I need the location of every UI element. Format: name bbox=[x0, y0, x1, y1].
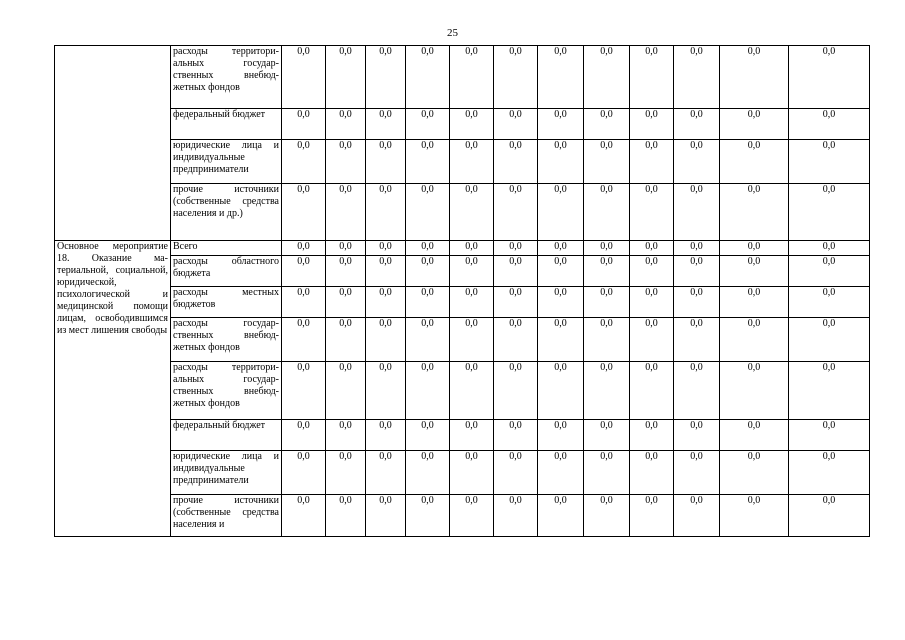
value-cell: 0,0 bbox=[538, 256, 584, 287]
value-cell: 0,0 bbox=[326, 362, 366, 420]
value-cell: 0,0 bbox=[326, 287, 366, 318]
value-cell: 0,0 bbox=[720, 140, 789, 184]
value-cell: 0,0 bbox=[366, 46, 406, 109]
value-cell: 0,0 bbox=[282, 318, 326, 362]
value-cell: 0,0 bbox=[630, 420, 674, 451]
value-cell: 0,0 bbox=[326, 140, 366, 184]
funding-source-cell: расходы государственных внебюджетных фондов bbox=[171, 318, 282, 362]
value-cell: 0,0 bbox=[720, 109, 789, 140]
value-cell: 0,0 bbox=[450, 140, 494, 184]
value-cell: 0,0 bbox=[494, 109, 538, 140]
value-cell: 0,0 bbox=[789, 495, 870, 537]
value-cell: 0,0 bbox=[450, 184, 494, 241]
value-cell: 0,0 bbox=[538, 451, 584, 495]
value-cell: 0,0 bbox=[630, 184, 674, 241]
value-cell: 0,0 bbox=[406, 46, 450, 109]
value-cell: 0,0 bbox=[630, 318, 674, 362]
value-cell: 0,0 bbox=[326, 420, 366, 451]
value-cell: 0,0 bbox=[366, 241, 406, 256]
value-cell: 0,0 bbox=[674, 287, 720, 318]
table-row bbox=[55, 287, 870, 318]
funding-source-cell: прочие источники (собственные средства населения и др.) bbox=[171, 184, 282, 241]
value-cell: 0,0 bbox=[720, 451, 789, 495]
value-cell: 0,0 bbox=[406, 420, 450, 451]
table-row bbox=[55, 451, 870, 495]
value-cell: 0,0 bbox=[326, 256, 366, 287]
value-cell: 0,0 bbox=[584, 184, 630, 241]
value-cell: 0,0 bbox=[789, 109, 870, 140]
value-cell: 0,0 bbox=[406, 140, 450, 184]
value-cell: 0,0 bbox=[450, 287, 494, 318]
value-cell: 0,0 bbox=[674, 109, 720, 140]
value-cell: 0,0 bbox=[584, 287, 630, 318]
value-cell: 0,0 bbox=[584, 362, 630, 420]
value-cell: 0,0 bbox=[538, 109, 584, 140]
value-cell: 0,0 bbox=[450, 420, 494, 451]
value-cell: 0,0 bbox=[282, 46, 326, 109]
value-cell: 0,0 bbox=[789, 184, 870, 241]
value-cell: 0,0 bbox=[282, 184, 326, 241]
value-cell: 0,0 bbox=[450, 256, 494, 287]
value-cell: 0,0 bbox=[282, 241, 326, 256]
value-cell: 0,0 bbox=[538, 420, 584, 451]
value-cell: 0,0 bbox=[494, 241, 538, 256]
value-cell: 0,0 bbox=[584, 256, 630, 287]
value-cell: 0,0 bbox=[494, 46, 538, 109]
value-cell: 0,0 bbox=[450, 46, 494, 109]
value-cell: 0,0 bbox=[406, 318, 450, 362]
event-name-cell: Основное мероприятие 18. Оказание материальной, социальной, юридической, психологической и медицинской помощи лицам, освободившимся из мест лишения свободы bbox=[55, 241, 171, 537]
value-cell: 0,0 bbox=[789, 256, 870, 287]
value-cell: 0,0 bbox=[538, 241, 584, 256]
value-cell: 0,0 bbox=[450, 495, 494, 537]
value-cell: 0,0 bbox=[674, 46, 720, 109]
value-cell: 0,0 bbox=[494, 451, 538, 495]
value-cell: 0,0 bbox=[366, 495, 406, 537]
value-cell: 0,0 bbox=[630, 495, 674, 537]
value-cell: 0,0 bbox=[538, 495, 584, 537]
value-cell: 0,0 bbox=[674, 495, 720, 537]
value-cell: 0,0 bbox=[720, 256, 789, 287]
page-number: 25 bbox=[447, 27, 458, 39]
value-cell: 0,0 bbox=[450, 109, 494, 140]
funding-source-cell: расходы местных бюджетов bbox=[171, 287, 282, 318]
value-cell: 0,0 bbox=[282, 362, 326, 420]
value-cell: 0,0 bbox=[326, 451, 366, 495]
value-cell: 0,0 bbox=[674, 256, 720, 287]
funding-source-cell: прочие источники (собственные средства населения и bbox=[171, 495, 282, 537]
funding-source-cell: юридические лица и индивидуальные предприниматели bbox=[171, 140, 282, 184]
value-cell: 0,0 bbox=[326, 241, 366, 256]
value-cell: 0,0 bbox=[406, 287, 450, 318]
value-cell: 0,0 bbox=[282, 495, 326, 537]
value-cell: 0,0 bbox=[366, 140, 406, 184]
value-cell: 0,0 bbox=[584, 451, 630, 495]
value-cell: 0,0 bbox=[450, 241, 494, 256]
value-cell: 0,0 bbox=[584, 46, 630, 109]
value-cell: 0,0 bbox=[674, 184, 720, 241]
value-cell: 0,0 bbox=[720, 241, 789, 256]
event-name-cell-continued bbox=[55, 46, 171, 241]
funding-source-cell: расходы территориальных государственных внебюджетных фондов bbox=[171, 46, 282, 109]
value-cell: 0,0 bbox=[789, 362, 870, 420]
table-row bbox=[55, 184, 870, 241]
table-row bbox=[55, 109, 870, 140]
value-cell: 0,0 bbox=[720, 46, 789, 109]
value-cell: 0,0 bbox=[326, 318, 366, 362]
value-cell: 0,0 bbox=[789, 241, 870, 256]
value-cell: 0,0 bbox=[282, 109, 326, 140]
table-row bbox=[55, 140, 870, 184]
value-cell: 0,0 bbox=[494, 256, 538, 287]
table-row bbox=[55, 318, 870, 362]
value-cell: 0,0 bbox=[406, 451, 450, 495]
value-cell: 0,0 bbox=[720, 362, 789, 420]
table-row bbox=[55, 420, 870, 451]
value-cell: 0,0 bbox=[789, 451, 870, 495]
value-cell: 0,0 bbox=[406, 184, 450, 241]
value-cell: 0,0 bbox=[326, 46, 366, 109]
value-cell: 0,0 bbox=[366, 184, 406, 241]
value-cell: 0,0 bbox=[674, 241, 720, 256]
value-cell: 0,0 bbox=[630, 451, 674, 495]
value-cell: 0,0 bbox=[494, 420, 538, 451]
value-cell: 0,0 bbox=[538, 287, 584, 318]
value-cell: 0,0 bbox=[494, 140, 538, 184]
funding-source-cell: расходы территориальных государственных внебюджетных фондов bbox=[171, 362, 282, 420]
value-cell: 0,0 bbox=[406, 241, 450, 256]
value-cell: 0,0 bbox=[494, 184, 538, 241]
value-cell: 0,0 bbox=[494, 287, 538, 318]
value-cell: 0,0 bbox=[366, 318, 406, 362]
value-cell: 0,0 bbox=[584, 318, 630, 362]
value-cell: 0,0 bbox=[366, 109, 406, 140]
value-cell: 0,0 bbox=[630, 362, 674, 420]
value-cell: 0,0 bbox=[406, 495, 450, 537]
value-cell: 0,0 bbox=[366, 420, 406, 451]
funding-source-cell: федеральный бюджет bbox=[171, 109, 282, 140]
value-cell: 0,0 bbox=[630, 46, 674, 109]
value-cell: 0,0 bbox=[584, 495, 630, 537]
value-cell: 0,0 bbox=[406, 256, 450, 287]
value-cell: 0,0 bbox=[789, 420, 870, 451]
value-cell: 0,0 bbox=[789, 140, 870, 184]
funding-source-cell: Всего bbox=[171, 241, 282, 256]
table-row bbox=[55, 495, 870, 537]
value-cell: 0,0 bbox=[450, 318, 494, 362]
value-cell: 0,0 bbox=[674, 140, 720, 184]
value-cell: 0,0 bbox=[366, 451, 406, 495]
value-cell: 0,0 bbox=[538, 140, 584, 184]
table-row bbox=[55, 241, 870, 256]
value-cell: 0,0 bbox=[366, 287, 406, 318]
value-cell: 0,0 bbox=[674, 318, 720, 362]
value-cell: 0,0 bbox=[630, 256, 674, 287]
funding-source-cell: федеральный бюджет bbox=[171, 420, 282, 451]
value-cell: 0,0 bbox=[630, 241, 674, 256]
value-cell: 0,0 bbox=[450, 451, 494, 495]
value-cell: 0,0 bbox=[282, 287, 326, 318]
value-cell: 0,0 bbox=[538, 318, 584, 362]
value-cell: 0,0 bbox=[366, 256, 406, 287]
value-cell: 0,0 bbox=[538, 184, 584, 241]
value-cell: 0,0 bbox=[720, 318, 789, 362]
value-cell: 0,0 bbox=[538, 362, 584, 420]
value-cell: 0,0 bbox=[789, 287, 870, 318]
value-cell: 0,0 bbox=[450, 362, 494, 420]
value-cell: 0,0 bbox=[538, 46, 584, 109]
value-cell: 0,0 bbox=[584, 241, 630, 256]
value-cell: 0,0 bbox=[326, 184, 366, 241]
value-cell: 0,0 bbox=[406, 109, 450, 140]
value-cell: 0,0 bbox=[584, 140, 630, 184]
funding-source-cell: расходы областного бюджета bbox=[171, 256, 282, 287]
value-cell: 0,0 bbox=[720, 420, 789, 451]
value-cell: 0,0 bbox=[789, 46, 870, 109]
value-cell: 0,0 bbox=[282, 420, 326, 451]
value-cell: 0,0 bbox=[674, 420, 720, 451]
value-cell: 0,0 bbox=[789, 318, 870, 362]
value-cell: 0,0 bbox=[366, 362, 406, 420]
value-cell: 0,0 bbox=[584, 109, 630, 140]
value-cell: 0,0 bbox=[630, 287, 674, 318]
value-cell: 0,0 bbox=[630, 109, 674, 140]
value-cell: 0,0 bbox=[720, 184, 789, 241]
table-body bbox=[55, 46, 870, 537]
table-row bbox=[55, 46, 870, 109]
table-row bbox=[55, 256, 870, 287]
value-cell: 0,0 bbox=[674, 362, 720, 420]
value-cell: 0,0 bbox=[282, 451, 326, 495]
value-cell: 0,0 bbox=[720, 495, 789, 537]
funding-source-cell: юридические лица и индивидуальные предприниматели bbox=[171, 451, 282, 495]
value-cell: 0,0 bbox=[326, 495, 366, 537]
value-cell: 0,0 bbox=[494, 495, 538, 537]
value-cell: 0,0 bbox=[494, 318, 538, 362]
value-cell: 0,0 bbox=[282, 140, 326, 184]
value-cell: 0,0 bbox=[584, 420, 630, 451]
table-row bbox=[55, 362, 870, 420]
value-cell: 0,0 bbox=[674, 451, 720, 495]
budget-table bbox=[54, 45, 870, 537]
value-cell: 0,0 bbox=[494, 362, 538, 420]
value-cell: 0,0 bbox=[720, 287, 789, 318]
value-cell: 0,0 bbox=[630, 140, 674, 184]
value-cell: 0,0 bbox=[282, 256, 326, 287]
value-cell: 0,0 bbox=[326, 109, 366, 140]
value-cell: 0,0 bbox=[406, 362, 450, 420]
